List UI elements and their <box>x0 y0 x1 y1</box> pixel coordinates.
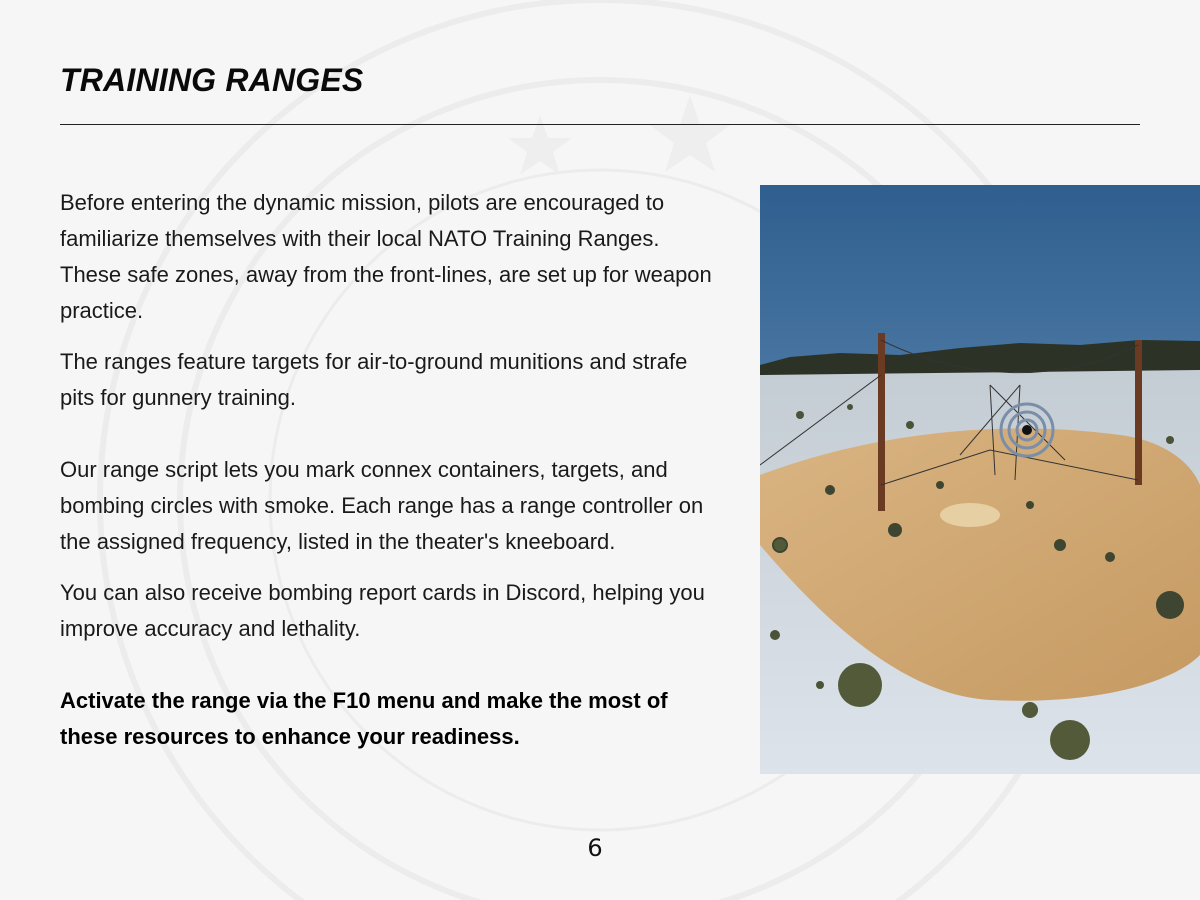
body-text <box>60 185 725 770</box>
title-divider <box>60 124 1140 125</box>
range-scene-illustration <box>760 185 1200 774</box>
paragraph-report-cards: You can also receive bombing report cards in Discord, helping you improve accuracy and lethality. <box>60 580 705 641</box>
page-title: TRAINING RANGES <box>60 62 364 98</box>
paragraph-range-script: Our range script lets you mark connex containers, targets, and bombing circles with smoke. Each range has a range controller on the assigned frequency, listed in the theater's kneeboard. <box>60 457 704 554</box>
call-to-action: Activate the range via the F10 menu and make the most of these resources to enhance your readiness. <box>60 688 668 749</box>
range-photo <box>760 185 1200 774</box>
paragraph-targets: The ranges feature targets for air-to-ground munitions and strafe pits for gunnery training. <box>60 349 688 410</box>
page-number: 6 <box>587 834 603 862</box>
paragraph-intro: Before entering the dynamic mission, pilots are encouraged to familiarize themselves with their local NATO Training Ranges. These safe zones, away from the front-lines, are set up for weapon practice. <box>60 190 712 323</box>
